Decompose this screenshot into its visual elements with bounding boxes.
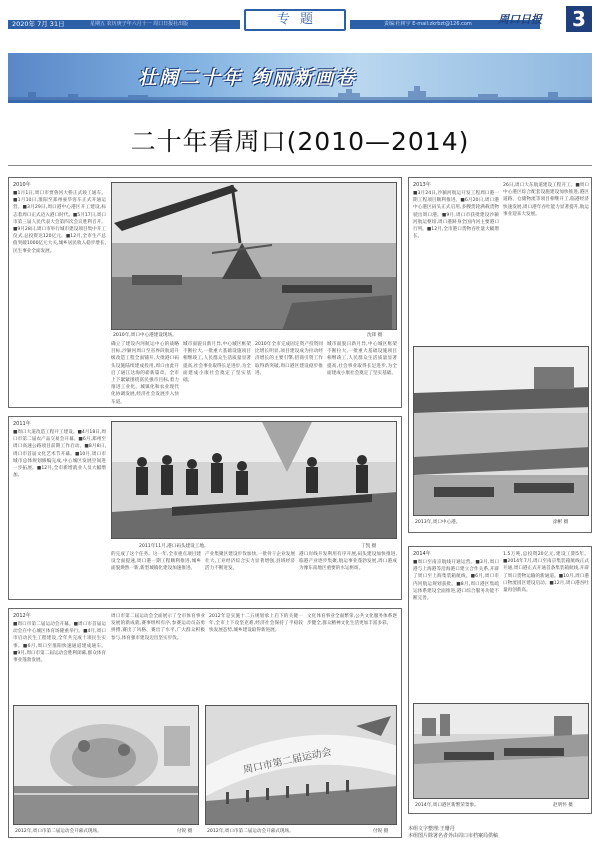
footer-photo-credit: 本组图片除署名者外由周口市档案局供稿 <box>408 833 499 839</box>
banner-title: 壮阔二十年 绚丽新画卷 <box>138 67 357 89</box>
port-prosperity-photo <box>414 704 589 799</box>
page-headline: 二十年看周口(2010—2014) <box>130 127 470 156</box>
year-2011-box <box>8 416 402 600</box>
year-2011-tag: 2011年 <box>13 421 31 427</box>
year-2012-box <box>8 608 402 838</box>
year-2010-credit: 沈锋 摄 <box>367 333 383 338</box>
harbor-construction-photo <box>112 183 397 330</box>
games-banner-text: 周口市第二届运动会 <box>242 746 333 777</box>
masthead <box>0 0 600 38</box>
year-2012-caption-1: 2012年,周口市第二届运动会开幕式现场。 <box>15 829 102 834</box>
stadium-ceremony-photo <box>14 706 199 825</box>
year-2012-credit-2: 付锐 摄 <box>373 829 389 834</box>
year-2010-col2: 确立了建设内河航运中心的战略目标,沙颍河周口至省界段航道升级改造工程全面铺开,大批港口码头设施陆续建成投用,周口由此开启了通江达海的崭新篇章。全市上下紧紧围绕富民强市目标,着力推进工业化、城镇化和农业现代化协调发展,经济社会发展步入快车道。 <box>111 342 179 405</box>
year-2011-col1: ■周口大道改造工程开工建设。■4月18日,周口市第二届农产品交易会开幕。■6月,郑州至周口高速公路项目前期工作启动。■8月8日,周口市首届文化艺术节开幕。■10月,周口市城市总体规划修编完成,中心城区发展空间进一步拓展。■12月,全市新增就业人员大幅增加。 <box>13 430 106 479</box>
year-2010-caption: 2010年,周口中心港建设现场。 <box>113 333 177 338</box>
year-2014-box <box>408 546 592 814</box>
newspaper-name: 周口日报 <box>498 13 542 26</box>
banner <box>8 53 592 103</box>
year-2012-col2: 周口市第二届运动会全面展示了全市体育事业发展的新成就,赛事组织有序,参赛运动员奋勇拼搏,赛出了风格、赛出了水平,广大群众积极参与,体育强市建设迈出坚实步伐。 <box>111 614 205 641</box>
year-2012-photo-2 <box>205 705 397 825</box>
year-2012-credit-1: 付锐 摄 <box>177 829 193 834</box>
headline-rule <box>8 165 592 166</box>
year-2014-caption: 2014年,周口港区新繁荣景象。 <box>415 803 479 808</box>
page-number: 3 <box>566 6 592 32</box>
year-2010-tag: 2010年 <box>13 182 31 188</box>
year-2012-tag: 2012年 <box>13 613 31 619</box>
year-2013-photo <box>413 346 589 516</box>
year-2010-photo <box>111 182 397 330</box>
section-label: 专题 <box>276 12 323 27</box>
year-2012-photo-1 <box>13 705 199 825</box>
year-2013-col1: ■3月24日,沙颍河航运开发工程周口港一期工程项目顺利推进。■6月20日,周口港中心港区码头正式启用,多艘货轮满载货物驶出周口港。■9月,周口市获批建设沙颍河航运枢纽,周口港跻身全国内河主要港口行列。■12月,全市港口货物吞吐量大幅增长。 <box>413 191 499 240</box>
footer-credits <box>408 826 498 840</box>
year-2013-tag: 2013年 <box>413 182 431 188</box>
year-2014-photo <box>413 703 589 799</box>
year-2014-col1: ■周口至南京航线开通运营。■3月,周口港与上海港等沿海港口建立合作关系,开辟了周口至上海集装箱航线。■6月,周口市内河航运规划获批。■8月,周口港区集疏运体系建设全面推进,港口综合服务功能不断完善。 <box>413 560 499 602</box>
year-2012-col3: 2012年是实施十二五规划承上启下的关键一年,全市上下攻坚克难,经济社会保持了平稳较快发展态势,城乡建设取得新进展。 <box>209 614 303 634</box>
games-banner-photo <box>206 706 397 825</box>
year-2011-col2: 的完成了这个任务。这一年,全市重点项目建设全面提速,周口港一期工程顺利推进,城乡面貌焕然一新,新型城镇化建设加速推进。 <box>111 552 201 572</box>
footer-text-credit: 本组文字整理:王珊丹 <box>408 826 455 832</box>
year-2010-col5: 城市面貌日新月异,中心城区框架不断拉大,一批重大基础设施项目相继竣工,人民群众生活质量显著提高,社会事业取得长足进步,为全面建成小康社会奠定了坚实基础。 <box>327 342 397 376</box>
issue-meta: 星期五 农历庚子年六月十一 周口日报社出版 <box>90 21 189 27</box>
river-port-photo <box>414 347 589 516</box>
year-2013-caption: 2013年,周口中心港。 <box>415 520 461 525</box>
year-2011-col3: 产业集聚区建设步伐加快,一批骨干企业发展壮大,工业经济综合实力显著增强,县域经济活力不断迸发。 <box>205 552 295 572</box>
year-2012-caption-2: 2012年,周口市第二届运动会开幕式现场。 <box>207 829 294 834</box>
year-2012-col1: ■周口市第二届运动会开幕。■周口市首届运动会在中心城区体育场隆重举行。■4月,周口市启动民生工程建设,全年共完成十项民生实事。■6月,周口至淮阳快速通道建成通车。■9月,周口市第二届运动会胜利闭幕,群众体育事业蓬勃发展。 <box>13 622 106 664</box>
year-2014-col2: 1.5万吨,总投资20亿元,建设工期5年。■2014年7月,周口至南京集装箱航线正式开通,周口港正式开通首条集装箱航线,开辟了周口货物运输的新通道。■10月,周口港口物流园区建设启动。■12月,周口港吞吐量再创新高。 <box>503 552 589 594</box>
editor-info: 责编:杜树宇 E-mail:zkrbzt@126.com <box>384 21 472 27</box>
year-2011-credit: 丁凯 摄 <box>361 544 377 549</box>
year-2011-photo <box>111 421 397 539</box>
year-2010-box <box>8 177 402 408</box>
year-2014-tag: 2014年 <box>413 551 431 557</box>
section-label-box <box>244 9 346 31</box>
year-2010-col1: ■1月1日,周口市贾鲁河大桥正式竣工通车。■1月10日,淮阳至郑州豪华客车正式开通运营。■3月29日,周口港中心港区开工建设,标志着周口正式迈入港口时代。■5月17日,周口市第三届人民代表大会第四次会议胜利召开。■9月28日,周口市举行城市建设项目集中开工仪式,总投资达120亿元。■12月,全市生产总值突破1000亿元大关,城乡居民收入稳步增长,民生事业全面发展。 <box>13 191 106 254</box>
year-2010-col3: 城市面貌日新月异,中心城区框架不断拉大,一批重大基础设施项目相继竣工,人民群众生活质量显著提高,社会事业取得长足进步,为全面建成小康社会奠定了坚实基础。 <box>183 342 251 384</box>
year-2011-col4: 港口岸线开发利用有序开展,码头建设加快推进,临港产业逐步集聚,航运事业蓬勃发展,周口港成为豫东南地区重要的水运枢纽。 <box>299 552 397 572</box>
year-2010-col4: 2010年全市完成固定资产投资同比增长明显,项目建设成为拉动经济增长的主要引擎,招商引资工作取得新突破,周口港区建设稳步推进。 <box>255 342 323 376</box>
year-2013-box <box>408 177 592 533</box>
year-2013-col2: 26日,周口大东航道建设工程开工。■周口中心港区综合配套设施建设加快推进,港区道路、仓储物流等项目相继开工,临港经济快速发展,周口港年吞吐能力显著提升,航运事业迎来大发展。 <box>503 183 589 217</box>
year-2014-credit: 赵明怀 摄 <box>553 803 573 808</box>
workers-construction-photo <box>112 422 397 539</box>
year-2011-caption: 2011年11月,港口码头建设工地。 <box>139 544 209 549</box>
year-2013-credit: 徐彬 摄 <box>553 520 569 525</box>
issue-date: 2020年 7月 31日 <box>12 20 65 28</box>
year-2012-col4: 文化体育事业全面繁荣,公共文化服务体系逐步健全,群众精神文化生活更加丰富多彩。 <box>307 614 397 627</box>
